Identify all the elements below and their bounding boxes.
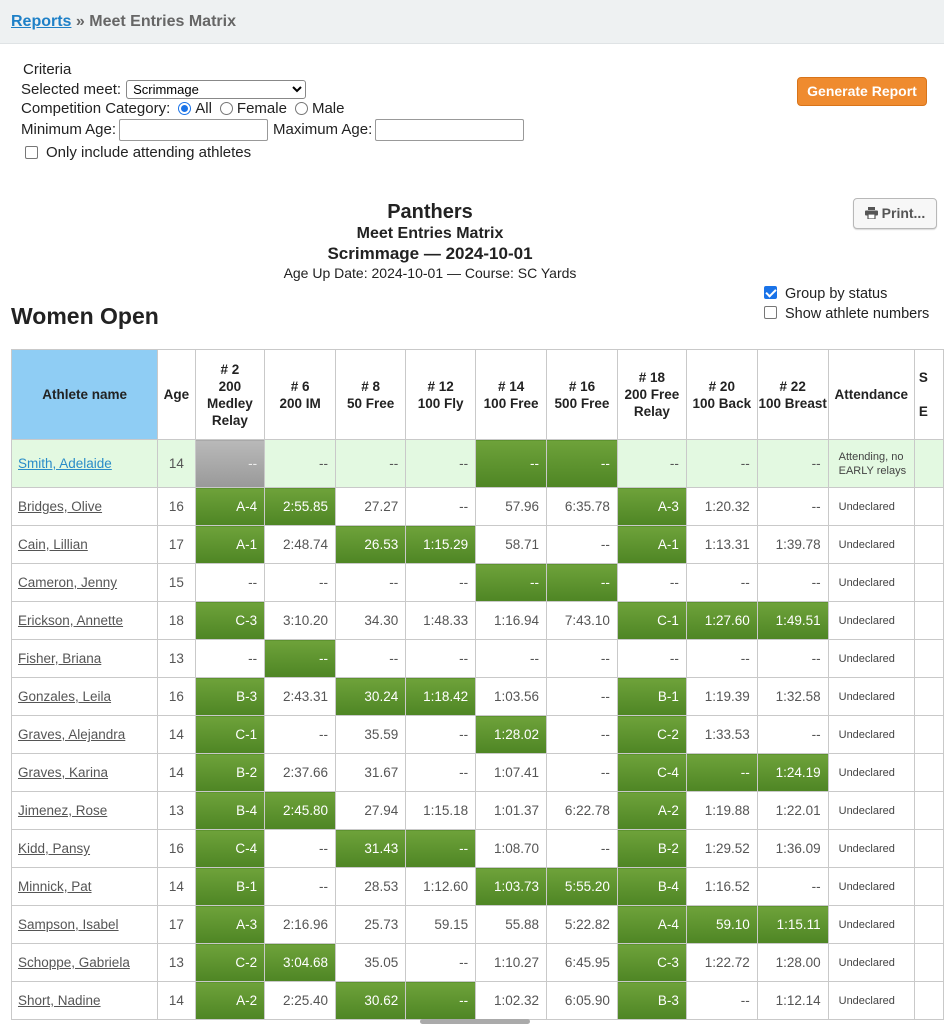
age-cell: 18 bbox=[158, 602, 195, 640]
report-info: Age Up Date: 2024-10-01 — Course: SC Yards bbox=[283, 265, 577, 281]
attendance-cell[interactable]: Undeclared bbox=[828, 678, 914, 716]
criteria-heading: Criteria bbox=[23, 61, 72, 78]
entry-cell[interactable]: C-1 bbox=[195, 716, 265, 754]
entry-cell[interactable]: 31.67 bbox=[336, 754, 406, 792]
entry-cell[interactable]: -- bbox=[547, 830, 618, 868]
attendance-cell[interactable]: Undeclared bbox=[828, 488, 914, 526]
entry-cell[interactable]: 1:20.32 bbox=[686, 488, 757, 526]
athlete-cell bbox=[12, 640, 158, 678]
entry-cell[interactable]: -- bbox=[476, 640, 547, 678]
entry-cell[interactable]: 1:15.29 bbox=[406, 526, 476, 564]
age-cell: 14 bbox=[158, 440, 195, 488]
entries-table-wrapper bbox=[11, 349, 944, 1020]
entry-cell[interactable]: 1:18.42 bbox=[406, 678, 476, 716]
category-male-radio[interactable] bbox=[295, 102, 308, 115]
entry-cell[interactable]: C-2 bbox=[195, 944, 265, 982]
entry-cell[interactable]: -- bbox=[617, 564, 686, 602]
entry-cell[interactable]: -- bbox=[406, 754, 476, 792]
entry-cell[interactable]: 25.73 bbox=[336, 906, 406, 944]
entry-cell[interactable]: 2:43.31 bbox=[265, 678, 336, 716]
entry-cell[interactable]: -- bbox=[547, 678, 618, 716]
entry-cell[interactable]: -- bbox=[686, 564, 757, 602]
event-header[interactable] bbox=[476, 350, 547, 440]
entry-cell[interactable]: 2:25.40 bbox=[265, 982, 336, 1020]
entry-cell[interactable]: -- bbox=[547, 716, 618, 754]
attendance-cell[interactable]: Undeclared bbox=[828, 754, 914, 792]
athlete-link[interactable]: Sampson, Isabel bbox=[18, 917, 119, 932]
table-row bbox=[12, 526, 944, 564]
entry-cell[interactable]: 1:29.52 bbox=[686, 830, 757, 868]
event-name: 50 Free bbox=[346, 395, 395, 411]
table-row bbox=[12, 488, 944, 526]
table-row bbox=[12, 792, 944, 830]
attending-only-label: Only include attending athletes bbox=[46, 143, 252, 161]
entry-cell[interactable]: C-4 bbox=[195, 830, 265, 868]
table-row bbox=[12, 678, 944, 716]
athlete-cell bbox=[12, 754, 158, 792]
entry-cell[interactable]: C-3 bbox=[195, 602, 265, 640]
entry-cell[interactable]: C-4 bbox=[617, 754, 686, 792]
entry-cell[interactable]: 27.94 bbox=[336, 792, 406, 830]
entry-cell[interactable]: A-2 bbox=[195, 982, 265, 1020]
printer-icon bbox=[865, 207, 878, 219]
entry-cell[interactable]: -- bbox=[265, 830, 336, 868]
max-age-label: Maximum Age: bbox=[273, 120, 373, 138]
table-row bbox=[12, 982, 944, 1020]
table-row bbox=[12, 868, 944, 906]
age-cell: 17 bbox=[158, 526, 195, 564]
entry-cell[interactable]: -- bbox=[617, 640, 686, 678]
entry-cell[interactable]: B-3 bbox=[617, 982, 686, 1020]
entry-cell[interactable]: 1:12.14 bbox=[757, 982, 828, 1020]
athlete-link[interactable]: Gonzales, Leila bbox=[18, 689, 112, 704]
athlete-cell bbox=[12, 440, 158, 488]
entry-cell[interactable]: -- bbox=[406, 488, 476, 526]
clipped-cell bbox=[914, 488, 943, 526]
table-row bbox=[12, 906, 944, 944]
table-row bbox=[12, 830, 944, 868]
show-athlete-numbers-checkbox[interactable] bbox=[764, 306, 777, 319]
event-number: # 18 bbox=[638, 370, 666, 385]
age-header[interactable]: Age bbox=[158, 350, 195, 440]
event-number: # 12 bbox=[427, 378, 454, 394]
athlete-link[interactable]: Erickson, Annette bbox=[18, 613, 124, 628]
age-cell: 17 bbox=[158, 906, 195, 944]
athlete-link[interactable]: Jimenez, Rose bbox=[18, 803, 108, 818]
entry-cell[interactable]: 3:10.20 bbox=[265, 602, 336, 640]
entry-cell[interactable]: -- bbox=[265, 564, 336, 602]
attendance-cell[interactable]: Undeclared bbox=[828, 602, 914, 640]
entry-cell[interactable]: 57.96 bbox=[476, 488, 547, 526]
entry-cell[interactable]: 35.59 bbox=[336, 716, 406, 754]
max-age-input[interactable] bbox=[375, 119, 524, 141]
entry-cell[interactable]: 1:15.11 bbox=[757, 906, 828, 944]
entry-cell[interactable]: 1:02.32 bbox=[476, 982, 547, 1020]
entry-cell[interactable]: 1:36.09 bbox=[757, 830, 828, 868]
event-name: 100 Free bbox=[483, 395, 539, 411]
min-age-input[interactable] bbox=[119, 119, 268, 141]
entry-cell[interactable]: 2:48.74 bbox=[265, 526, 336, 564]
age-cell: 16 bbox=[158, 678, 195, 716]
entry-cell[interactable]: 1:16.94 bbox=[476, 602, 547, 640]
athlete-cell bbox=[12, 868, 158, 906]
entry-cell[interactable]: A-3 bbox=[195, 906, 265, 944]
entry-cell[interactable]: 6:22.78 bbox=[547, 792, 618, 830]
age-cell: 14 bbox=[158, 754, 195, 792]
entries-matrix-table bbox=[11, 349, 944, 1020]
age-cell: 14 bbox=[158, 982, 195, 1020]
report-subtitle: Meet Entries Matrix bbox=[356, 225, 504, 242]
entry-cell[interactable]: 7:43.10 bbox=[547, 602, 618, 640]
entry-cell[interactable]: A-4 bbox=[195, 488, 265, 526]
entry-cell[interactable]: -- bbox=[757, 564, 828, 602]
event-name: 500 Free bbox=[554, 395, 610, 411]
entry-cell[interactable]: -- bbox=[195, 640, 265, 678]
entry-cell[interactable]: -- bbox=[195, 440, 265, 488]
entry-cell[interactable]: 2:16.96 bbox=[265, 906, 336, 944]
entry-cell[interactable]: 1:03.56 bbox=[476, 678, 547, 716]
entry-cell[interactable]: B-4 bbox=[617, 868, 686, 906]
entry-cell[interactable]: A-1 bbox=[195, 526, 265, 564]
event-header[interactable] bbox=[265, 350, 336, 440]
entry-cell[interactable]: -- bbox=[406, 944, 476, 982]
athlete-link[interactable]: Fisher, Briana bbox=[18, 651, 102, 666]
table-row bbox=[12, 754, 944, 792]
entry-cell[interactable]: 1:10.27 bbox=[476, 944, 547, 982]
entry-cell[interactable]: -- bbox=[406, 564, 476, 602]
clipped-cell bbox=[914, 526, 943, 564]
generate-report-button[interactable]: Generate Report bbox=[797, 77, 927, 106]
entry-cell[interactable]: -- bbox=[265, 440, 336, 488]
entry-cell[interactable]: -- bbox=[406, 440, 476, 488]
athlete-cell bbox=[12, 602, 158, 640]
age-cell: 16 bbox=[158, 830, 195, 868]
athlete-link[interactable]: Cain, Lillian bbox=[18, 537, 88, 552]
entry-cell[interactable]: -- bbox=[265, 716, 336, 754]
athlete-cell bbox=[12, 792, 158, 830]
athlete-cell bbox=[12, 716, 158, 754]
clipped-cell bbox=[914, 440, 943, 488]
entry-cell[interactable]: -- bbox=[686, 440, 757, 488]
athlete-cell bbox=[12, 678, 158, 716]
group-by-status-checkbox[interactable] bbox=[764, 286, 777, 299]
athlete-link[interactable]: Cameron, Jenny bbox=[18, 575, 118, 590]
attendance-cell[interactable]: Undeclared bbox=[828, 564, 914, 602]
table-row bbox=[12, 564, 944, 602]
event-number: # 2 bbox=[220, 361, 240, 377]
entry-cell[interactable]: 6:35.78 bbox=[547, 488, 618, 526]
athlete-link[interactable]: Bridges, Olive bbox=[18, 499, 103, 514]
athlete-link[interactable]: Graves, Alejandra bbox=[18, 727, 126, 742]
entry-cell[interactable]: 1:32.58 bbox=[757, 678, 828, 716]
entry-cell[interactable]: A-1 bbox=[617, 526, 686, 564]
athlete-link[interactable]: Smith, Adelaide bbox=[18, 456, 112, 471]
clipped-cell bbox=[914, 906, 943, 944]
event-number: # 8 bbox=[361, 378, 380, 394]
breadcrumb-current: Meet Entries Matrix bbox=[89, 13, 236, 30]
entry-cell[interactable]: 1:33.53 bbox=[686, 716, 757, 754]
event-header[interactable] bbox=[617, 350, 686, 440]
entry-cell[interactable]: -- bbox=[686, 982, 757, 1020]
category-radio-group bbox=[21, 99, 529, 119]
age-cell: 13 bbox=[158, 944, 195, 982]
entry-cell[interactable]: -- bbox=[195, 564, 265, 602]
category-all-radio[interactable] bbox=[178, 102, 191, 115]
breadcrumb-separator: » bbox=[71, 13, 90, 30]
athlete-cell bbox=[12, 906, 158, 944]
event-number: # 14 bbox=[497, 378, 525, 394]
entry-cell[interactable]: A-2 bbox=[617, 792, 686, 830]
entry-cell[interactable]: 1:49.51 bbox=[757, 602, 828, 640]
entry-cell[interactable]: 1:12.60 bbox=[406, 868, 476, 906]
event-name: 200 Free Relay bbox=[624, 387, 680, 419]
show-athlete-numbers-label: Show athlete numbers bbox=[785, 305, 930, 322]
category-female-radio[interactable] bbox=[220, 102, 233, 115]
meet-select[interactable] bbox=[126, 80, 306, 99]
clipped-column-header: S E bbox=[914, 350, 943, 440]
entry-cell[interactable]: 5:55.20 bbox=[547, 868, 618, 906]
entry-cell[interactable]: -- bbox=[265, 640, 336, 678]
clipped-cell bbox=[914, 602, 943, 640]
entry-cell[interactable]: 1:48.33 bbox=[406, 602, 476, 640]
table-row bbox=[12, 640, 944, 678]
athlete-cell bbox=[12, 526, 158, 564]
entry-cell[interactable]: -- bbox=[547, 526, 618, 564]
entry-cell[interactable]: 1:24.19 bbox=[757, 754, 828, 792]
clipped-cell bbox=[914, 792, 943, 830]
event-header[interactable] bbox=[195, 350, 265, 440]
entry-cell[interactable]: 34.30 bbox=[336, 602, 406, 640]
category-label: Competition Category: bbox=[21, 100, 171, 117]
attending-only-checkbox[interactable] bbox=[25, 146, 38, 159]
display-options bbox=[764, 285, 929, 324]
entry-cell[interactable]: B-1 bbox=[617, 678, 686, 716]
age-cell: 14 bbox=[158, 716, 195, 754]
entry-cell[interactable]: B-1 bbox=[195, 868, 265, 906]
criteria-panel bbox=[21, 60, 529, 162]
entry-cell[interactable]: -- bbox=[757, 440, 828, 488]
clipped-cell bbox=[914, 564, 943, 602]
entry-cell[interactable]: -- bbox=[547, 640, 618, 678]
age-cell: 13 bbox=[158, 640, 195, 678]
entry-cell[interactable]: 1:08.70 bbox=[476, 830, 547, 868]
entry-cell[interactable]: C-1 bbox=[617, 602, 686, 640]
attendance-cell[interactable]: Undeclared bbox=[828, 982, 914, 1020]
entry-cell[interactable]: B-2 bbox=[617, 830, 686, 868]
entry-cell[interactable]: -- bbox=[406, 640, 476, 678]
meet-title: Scrimmage — 2024-10-01 bbox=[327, 244, 533, 263]
entry-cell[interactable]: -- bbox=[476, 440, 547, 488]
entry-cell[interactable]: 30.24 bbox=[336, 678, 406, 716]
entry-cell[interactable]: -- bbox=[547, 754, 618, 792]
entry-cell[interactable]: B-2 bbox=[195, 754, 265, 792]
event-number: # 22 bbox=[779, 378, 806, 394]
entry-cell[interactable]: A-3 bbox=[617, 488, 686, 526]
entry-cell[interactable]: 1:28.02 bbox=[476, 716, 547, 754]
category-all-label: All bbox=[195, 100, 212, 117]
event-header[interactable] bbox=[757, 350, 828, 440]
attendance-cell[interactable]: Undeclared bbox=[828, 906, 914, 944]
athlete-cell bbox=[12, 944, 158, 982]
category-female-label: Female bbox=[236, 100, 287, 117]
attendance-cell[interactable]: Undeclared bbox=[828, 526, 914, 564]
clipped-cell bbox=[914, 944, 943, 982]
entry-cell[interactable]: 27.27 bbox=[336, 488, 406, 526]
entry-cell[interactable]: 1:03.73 bbox=[476, 868, 547, 906]
athlete-link[interactable]: Graves, Karina bbox=[18, 765, 109, 780]
athlete-cell bbox=[12, 564, 158, 602]
entry-cell[interactable]: -- bbox=[406, 716, 476, 754]
entry-cell[interactable]: -- bbox=[547, 440, 618, 488]
entry-cell[interactable]: 1:07.41 bbox=[476, 754, 547, 792]
breadcrumb bbox=[0, 0, 944, 44]
entry-cell[interactable]: -- bbox=[757, 716, 828, 754]
event-header[interactable] bbox=[336, 350, 406, 440]
age-cell: 13 bbox=[158, 792, 195, 830]
entry-cell[interactable]: 2:37.66 bbox=[265, 754, 336, 792]
attendance-cell[interactable]: Undeclared bbox=[828, 716, 914, 754]
entry-cell[interactable]: 59.10 bbox=[686, 906, 757, 944]
report-header bbox=[230, 201, 630, 282]
entry-cell[interactable]: -- bbox=[686, 640, 757, 678]
clipped-cell bbox=[914, 678, 943, 716]
entry-cell[interactable]: -- bbox=[757, 868, 828, 906]
print-button[interactable] bbox=[853, 198, 937, 229]
event-name: 200 Medley Relay bbox=[206, 378, 253, 428]
entry-cell[interactable]: 58.71 bbox=[476, 526, 547, 564]
attendance-cell[interactable]: Attending, no EARLY relays bbox=[828, 440, 914, 488]
entry-cell[interactable]: A-4 bbox=[617, 906, 686, 944]
clipped-cell bbox=[914, 868, 943, 906]
entry-cell[interactable]: 2:55.85 bbox=[265, 488, 336, 526]
entry-cell[interactable]: 1:01.37 bbox=[476, 792, 547, 830]
entry-cell[interactable]: 6:05.90 bbox=[547, 982, 618, 1020]
breadcrumb-reports-link[interactable]: Reports bbox=[11, 13, 72, 30]
attendance-header[interactable]: Attendance bbox=[828, 350, 914, 440]
event-number: # 16 bbox=[568, 378, 596, 394]
entry-cell[interactable]: -- bbox=[336, 564, 406, 602]
entry-cell[interactable]: 1:28.00 bbox=[757, 944, 828, 982]
athlete-link[interactable]: Schoppe, Gabriela bbox=[18, 955, 130, 970]
attendance-cell[interactable]: Undeclared bbox=[828, 868, 914, 906]
entry-cell[interactable]: 1:27.60 bbox=[686, 602, 757, 640]
group-by-status-label: Group by status bbox=[785, 286, 888, 302]
clipped-cell bbox=[914, 640, 943, 678]
entry-cell[interactable]: 6:45.95 bbox=[547, 944, 618, 982]
entry-cell[interactable]: 28.53 bbox=[336, 868, 406, 906]
entry-cell[interactable]: 3:04.68 bbox=[265, 944, 336, 982]
entry-cell[interactable]: C-3 bbox=[617, 944, 686, 982]
entry-cell[interactable]: -- bbox=[406, 982, 476, 1020]
entry-cell[interactable]: 55.88 bbox=[476, 906, 547, 944]
entry-cell[interactable]: -- bbox=[757, 488, 828, 526]
table-row bbox=[12, 716, 944, 754]
clipped-cell bbox=[914, 754, 943, 792]
meet-label: Selected meet: bbox=[21, 80, 122, 98]
age-cell: 14 bbox=[158, 868, 195, 906]
athlete-cell bbox=[12, 830, 158, 868]
event-header[interactable] bbox=[686, 350, 757, 440]
entry-cell[interactable]: 1:13.31 bbox=[686, 526, 757, 564]
entry-cell[interactable]: 2:45.80 bbox=[265, 792, 336, 830]
clipped-cell bbox=[914, 982, 943, 1020]
clipped-cell bbox=[914, 716, 943, 754]
entry-cell[interactable]: 1:16.52 bbox=[686, 868, 757, 906]
entry-cell[interactable]: -- bbox=[547, 564, 618, 602]
age-cell: 15 bbox=[158, 564, 195, 602]
entry-cell[interactable]: 31.43 bbox=[336, 830, 406, 868]
table-row bbox=[12, 440, 944, 488]
table-body bbox=[12, 440, 944, 1020]
attendance-cell[interactable]: Undeclared bbox=[828, 944, 914, 982]
event-header[interactable] bbox=[406, 350, 476, 440]
athlete-link[interactable]: Minnick, Pat bbox=[18, 879, 92, 894]
entry-cell[interactable]: -- bbox=[336, 640, 406, 678]
entry-cell[interactable]: B-4 bbox=[195, 792, 265, 830]
horizontal-scrollbar[interactable] bbox=[420, 1019, 530, 1024]
entry-cell[interactable]: 1:22.01 bbox=[757, 792, 828, 830]
athlete-link[interactable]: Kidd, Pansy bbox=[18, 841, 91, 856]
table-header-row bbox=[12, 350, 944, 440]
min-age-label: Minimum Age: bbox=[21, 120, 117, 138]
attendance-cell[interactable]: Undeclared bbox=[828, 640, 914, 678]
event-header[interactable] bbox=[547, 350, 618, 440]
event-name: 100 Breast bbox=[758, 395, 827, 411]
attendance-cell[interactable]: Undeclared bbox=[828, 792, 914, 830]
athlete-cell bbox=[12, 982, 158, 1020]
entry-cell[interactable]: -- bbox=[617, 440, 686, 488]
entry-cell[interactable]: 1:22.72 bbox=[686, 944, 757, 982]
table-row bbox=[12, 944, 944, 982]
entry-cell[interactable]: -- bbox=[265, 868, 336, 906]
entry-cell[interactable]: 1:19.88 bbox=[686, 792, 757, 830]
entry-cell[interactable]: 1:15.18 bbox=[406, 792, 476, 830]
event-name: 100 Back bbox=[692, 395, 752, 411]
athlete-name-header[interactable]: Athlete name bbox=[12, 350, 158, 440]
entry-cell[interactable]: C-2 bbox=[617, 716, 686, 754]
entry-cell[interactable]: -- bbox=[336, 440, 406, 488]
entry-cell[interactable]: B-3 bbox=[195, 678, 265, 716]
age-cell: 16 bbox=[158, 488, 195, 526]
athlete-cell bbox=[12, 488, 158, 526]
table-row bbox=[12, 602, 944, 640]
entry-cell[interactable]: -- bbox=[476, 564, 547, 602]
entry-cell[interactable]: 59.15 bbox=[406, 906, 476, 944]
event-number: # 20 bbox=[708, 378, 735, 394]
event-name: 200 IM bbox=[279, 395, 321, 411]
entry-cell[interactable]: 1:19.39 bbox=[686, 678, 757, 716]
entry-cell[interactable]: 35.05 bbox=[336, 944, 406, 982]
entry-cell[interactable]: 26.53 bbox=[336, 526, 406, 564]
team-title: Panthers bbox=[387, 201, 473, 223]
category-male-label: Male bbox=[311, 100, 345, 117]
section-title: Women Open bbox=[11, 303, 159, 329]
print-label: Print... bbox=[881, 205, 926, 221]
attendance-cell[interactable]: Undeclared bbox=[828, 830, 914, 868]
event-name: 100 Fly bbox=[417, 395, 464, 411]
entry-cell[interactable]: -- bbox=[406, 830, 476, 868]
entry-cell[interactable]: 1:39.78 bbox=[757, 526, 828, 564]
entry-cell[interactable]: 5:22.82 bbox=[547, 906, 618, 944]
athlete-link[interactable]: Short, Nadine bbox=[18, 993, 101, 1008]
clipped-cell bbox=[914, 830, 943, 868]
entry-cell[interactable]: -- bbox=[757, 640, 828, 678]
event-number: # 6 bbox=[290, 378, 310, 394]
entry-cell[interactable]: 30.62 bbox=[336, 982, 406, 1020]
entry-cell[interactable]: -- bbox=[686, 754, 757, 792]
